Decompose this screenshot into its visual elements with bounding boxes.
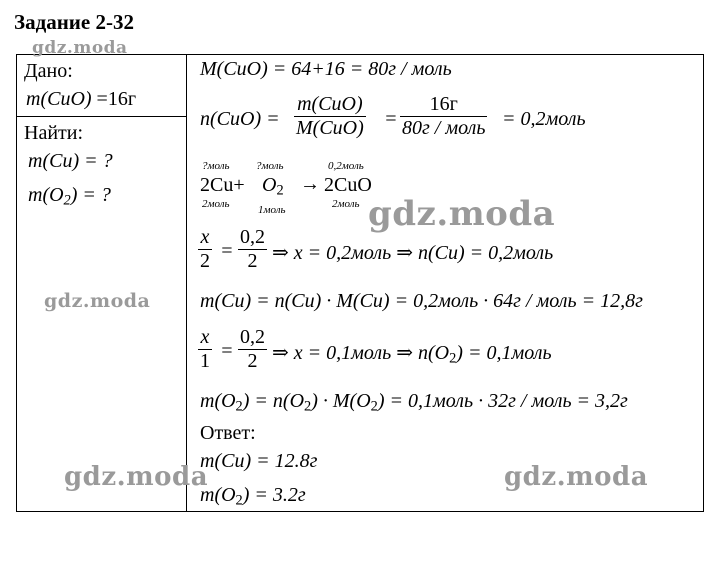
answer2-sub: 2	[235, 492, 243, 509]
eq-o2	[262, 174, 284, 200]
eq-below-cuo: 2моль	[332, 198, 360, 210]
mass-o2-b: ) = n(O	[242, 390, 305, 412]
eq-above-o2: ?моль	[256, 160, 284, 172]
fraction-denominator: 80г / моль	[402, 117, 486, 139]
eq-cu: 2Cu+	[200, 174, 245, 196]
moles-result: = 0,2моль	[502, 108, 586, 130]
proportion1-result: ⇒ x = 0,2моль ⇒ n(Cu) = 0,2моль	[272, 242, 554, 264]
answer2-post: ) = 3.2г	[242, 484, 306, 506]
eq-above-cuo: 0,2моль	[328, 160, 364, 172]
watermark: gdz.moda	[504, 462, 649, 492]
fraction-denominator: 2	[247, 350, 258, 372]
proportion2-result	[272, 340, 552, 368]
proportion2-left	[198, 326, 212, 373]
find-item-mass-cu: m(Cu) = ?	[28, 150, 113, 172]
eq-o2-symbol: O	[262, 174, 277, 196]
given-find-divider	[16, 116, 187, 117]
given-mass-value: =16г	[96, 88, 137, 110]
fraction-numerator: 16г	[429, 93, 458, 115]
eq-cuo: 2CuO	[324, 174, 372, 196]
eq-below-cu: 2моль	[202, 198, 230, 210]
eq-o2-sub: 2	[276, 182, 284, 199]
moles-fraction-values	[400, 93, 487, 140]
mass-o2-a: m(O	[200, 390, 236, 412]
proportion2-result-pre: ⇒ x = 0,1моль ⇒ n(O	[272, 342, 450, 364]
fraction-numerator: m(CuO)	[297, 93, 363, 115]
proportion2-eq: =	[220, 340, 234, 362]
fraction-numerator: x	[200, 226, 210, 248]
mass-o2-sub: 2	[370, 398, 378, 415]
mass-o2-sub: 2	[304, 398, 312, 415]
proportion2-result-sub: 2	[449, 350, 457, 367]
given-heading: Дано:	[24, 60, 73, 82]
fraction-denominator: 1	[200, 350, 210, 372]
mass-cu-line: m(Cu) = n(Cu) · M(Cu) = 0,2моль · 64г / моль = 12,8г	[200, 290, 643, 312]
mass-o2-sub: 2	[235, 398, 243, 415]
answer2-pre: m(O	[200, 484, 236, 506]
mass-o2-d: ) = 0,1моль · 32г / моль = 3,2г	[377, 390, 628, 412]
eq-above-cu: ?моль	[202, 160, 230, 172]
mass-o2-line	[200, 390, 628, 416]
column-divider	[186, 54, 187, 512]
fraction-denominator: 2	[200, 250, 210, 272]
eq-arrow: →	[300, 173, 320, 195]
given-mass	[26, 88, 136, 111]
proportion2-result-post: ) = 0,1моль	[456, 342, 552, 364]
moles-eq: =	[384, 108, 398, 130]
molar-mass-line: M(CuO) = 64+16 = 80г / моль	[200, 58, 452, 80]
fraction-denominator: M(CuO)	[296, 117, 364, 139]
proportion2-right	[238, 326, 267, 373]
fraction-numerator: x	[200, 326, 210, 348]
fraction-numerator: 0,2	[240, 226, 265, 248]
moles-fraction-formula	[294, 93, 366, 140]
proportion1-left	[198, 226, 212, 273]
answer-mass-cu: m(Cu) = 12.8г	[200, 450, 318, 472]
find-item2-sub: 2	[63, 192, 71, 209]
watermark: gdz.moda	[368, 194, 556, 234]
find-item2-post: ) = ?	[70, 184, 111, 206]
watermark: gdz.moda	[32, 38, 128, 58]
watermark: gdz.moda	[64, 462, 209, 492]
find-item2-pre: m(O	[28, 184, 64, 206]
proportion1-right	[238, 226, 267, 273]
watermark: gdz.moda	[44, 290, 151, 312]
mass-o2-c: ) · M(O	[311, 390, 371, 412]
task-title: Задание 2-32	[14, 10, 134, 34]
given-mass-var: m(CuO)	[26, 88, 92, 110]
answer-mass-o2	[200, 484, 306, 510]
moles-lhs: n(CuO) =	[200, 108, 280, 130]
answer-heading: Ответ:	[200, 422, 256, 444]
eq-below-o2: 1моль	[258, 204, 286, 216]
find-item-mass-o2	[28, 184, 111, 210]
fraction-denominator: 2	[247, 250, 258, 272]
proportion1-eq: =	[220, 240, 234, 262]
find-heading: Найти:	[24, 122, 84, 144]
fraction-numerator: 0,2	[240, 326, 265, 348]
